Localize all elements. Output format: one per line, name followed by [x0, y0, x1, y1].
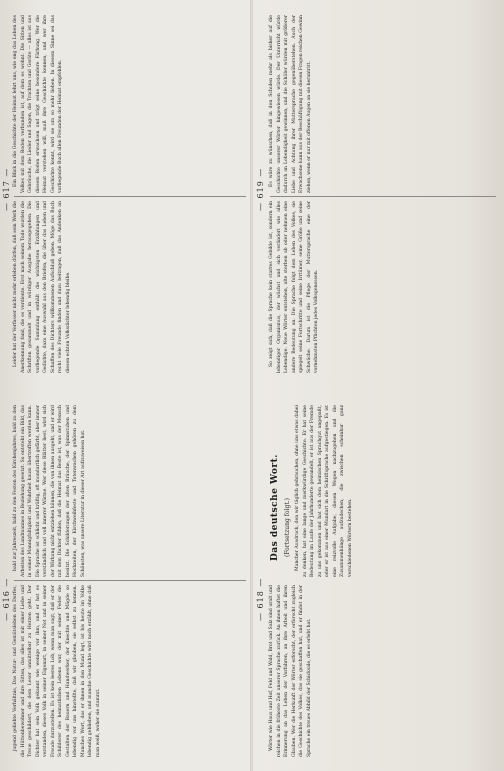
- column-rule: [14, 196, 246, 197]
- paragraph: Mancher Ausdruck, den wir täglich gebrauchen, ohne uns etwas dabei zu denken, hat eine lange und merkwürdige Geschichte. Er hat seine Bedeutung im Laufe der Jahrhunderte gewandelt, er ist aus der Fremde zu uns gekommen und hat sich dem heimischen Sprachgut angepaßt, oder er ist aus einer Mundart in die Schriftsprache aufgestiegen. Es ist eine reizvolle Aufgabe, diesen Wegen nachzugehen und die Zusammenhänge aufzudecken, die zwischen scheinbar ganz verschiedenen Wörtern bestehen.: [295, 405, 353, 577]
- paragraph: Leider hat der Verfasser nicht mehr erleben dürfen, daß sein Werk die Anerkennung fand, die es verdiente. Erst nach seinem Tode wurden die Schriften gesammelt und in würdiger Ausgabe herausgegeben. Die vorliegende Sammlung enthält die wichtigsten Erzählungen und Gedichte, dazu eine Auswahl aus den Briefen, die über das Leben und Schaffen des Dichters willkommenen Aufschluß geben. Möge das Buch recht viele Freunde finden und dazu beitragen, daß das Andenken an diesen echten Volksdichter lebendig bleibe.: [13, 201, 71, 373]
- paragraph: So zeigt sich, daß die Sprache kein starres Gebilde ist, sondern ein lebendiger Organismus, der wächst und sich verändert wie alles Lebendige. Neue Wörter entstehen, alte sterben ab oder nehmen eine andere Bedeutung an. Die Sprache folgt dem Leben des Volkes, sie spiegelt seine Fortschritte und seine Irrtümer, seine Größe und seine Schwäche. Darum ist die Pflege der Muttersprache eine der vornehmsten Pflichten jedes Volksgenossen.: [269, 201, 320, 373]
- text-column: [268, 15, 504, 193]
- paragraph: jugend geliebte Verhältnis, Das Natur- und Gemütsleben des Dorfes, die Hüttenbewohner und ihre Sitten, das alles ist mit einer Liebe und Treue geschildert, die dem Leser unmittelbar zu Herzen geht. Der Dichter hat sein Volk gekannt wie wenige vor ihm, und er hat es verstanden, dieses Volk in seiner Eigenart, in seiner Not und in seiner Freude darzustellen. Es ist kein leeres Lob, wenn man sagt, daß er der Schilderer des heimatlichen Lebens war, der mit seiner Feder die Gestalten der Bauern und Handwerker, der Knechte und Mägde so lebendig vor uns hinstellte, daß wir glauben, sie selbst zu kennen. Manches Wort, das er ihnen in den Mund legt, ist bis heute im Volke lebendig geblieben, und manche Geschichte wird noch erzählt, ohne daß man weiß, woher sie stammt.: [13, 585, 102, 757]
- text-column: [12, 15, 248, 193]
- text-column: [268, 201, 504, 373]
- page-number: — 619 —: [256, 167, 265, 211]
- page-fold: [250, 0, 253, 771]
- column-rule: [14, 580, 246, 581]
- page-number: — 616 —: [2, 577, 11, 621]
- text-column: [294, 405, 494, 577]
- text-column: [12, 585, 248, 757]
- text-column: [268, 585, 504, 757]
- paragraph: Ein Blick in die Geschichte der Heimat lehrt uns, wie eng das Leben des Volkes mit dem Boden verbunden ist, auf dem es wohnt. Die Sitten und Gebräuche, die Lieder und Sagen, die Trachten und Geräte — alles ist aus diesem Boden erwachsen und trägt seine besondere Färbung. Wer die Heimat verstehen will, muß ihre Geschichte kennen, und wer ihre Geschichte kennt, wird sie um so mehr lieben. In diesem Sinne sei das vorliegende Buch allen Freunden der Heimat empfohlen.: [13, 15, 64, 193]
- section-subheading: (Fortsetzung folgt.): [284, 498, 291, 557]
- page-number: — 618 —: [256, 577, 265, 621]
- paragraph: Wörter wie Haus und Hof, Feld und Wald, Brot und Salz sind uralt und reichen in die früheste Zeit unserer Sprache zurück. An ihnen haftet die Erinnerung an das Leben der Vorfahren, an ihre Arbeit und ihren Glauben. Wer die Herkunft der Wörter erforscht, der erforscht zugleich die Geschichte des Volkes, das sie geschaffen hat, und er findet in der Sprache ein treues Abbild der Schicksale, die es erlebt hat.: [269, 585, 312, 757]
- column-rule: [270, 196, 496, 197]
- text-column: [12, 405, 248, 577]
- page-number: — 617 —: [2, 167, 11, 211]
- paragraph: Es wäre zu wünschen, daß in den Schulen mehr als bisher auf die Geschichte unserer Wörter hingewiesen würde. Der Unterricht würde dadurch an Lebendigkeit gewinnen, und die Schüler würden mit größerer Liebe und Achtung ihrer Muttersprache gegenüberstehen. Auch der Erwachsene kann aus der Beschäftigung mit diesen Fragen reichen Gewinn ziehen, wenn er nur mit offenen Augen an sie herantritt.: [269, 15, 312, 193]
- section-heading: Das deutsche Wort.: [270, 454, 280, 561]
- paragraph: bald zur Jahreszeit, bald zu den Festen des Kirchenjahres, bald zu den Arbeiten des Landmannes in Beziehung gesetzt. So entsteht ein Bild, das in seiner Mannigfaltigkeit und Wahrheit kaum übertroffen werden kann. Die Sprache ist schlicht und kräftig, oft mundartlich gefärbt, aber immer verständlich und voll innerer Wärme. Wer diese Blätter liest, wird sich der Wirkung nicht entziehen können, die von ihnen ausgeht, und er wird mit dem Dichter fühlen, daß die Heimat das Beste ist, was der Mensch besitzt. Die Schilderungen der alten Bräuche, der Spinnstuben und Hochzeiten, der Kirchweihfeste und Totenwachen gehören zu dem Schönsten, was unsere Literatur in dieser Art aufzuweisen hat.: [13, 405, 86, 577]
- text-column: [12, 201, 248, 373]
